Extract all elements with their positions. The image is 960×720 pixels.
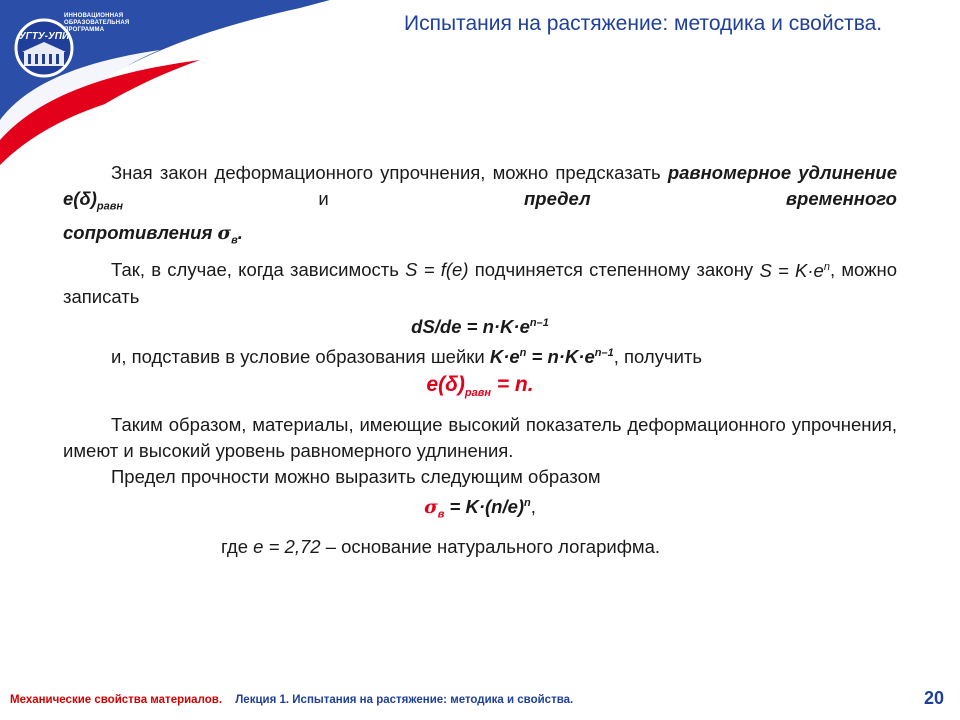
program-label-line: ИННОВАЦИОННАЯ — [64, 13, 124, 19]
footer — [10, 694, 573, 706]
program-label — [64, 13, 134, 34]
formula-3: $\sigma_в = K\cdot(n/e)^n$, — [424, 496, 536, 521]
footer-course: Механические свойства материалов. — [10, 694, 223, 706]
page-number: 20 — [923, 688, 944, 708]
formula-2: $e(\delta)_{равн} = n$. — [426, 372, 534, 400]
logo-text: УГТУ-УПИ — [18, 31, 70, 42]
paragraph-1-end: сопротивления $\sigma_в$. — [63, 221, 243, 247]
program-label-line: ОБРАЗОВАТЕЛЬНАЯ — [64, 20, 130, 26]
paragraph-5: Предел прочности можно выразить следующим образом — [111, 466, 601, 488]
program-label-line: ПРОГРАММА — [64, 27, 105, 33]
formula-1: $dS/de = n\cdot K\cdot e^{n-1}$ — [411, 315, 549, 337]
paragraph-4: Таким образом, материалы, имеющие высокий показатель деформационного упрочнения, имеют и высокий уровень равномерного удлинения. — [63, 414, 897, 462]
formula-note: где e = 2,72 – основание натурального логарифма. — [221, 535, 661, 557]
paragraph-1: Зная закон деформационного упрочнения, можно предсказать равномерное удлинение $e(\delta)_{равн}$ и предел временного — [63, 162, 897, 213]
footer-lecture: Лекция 1. Испытания на растяжение: методика и свойства. — [235, 694, 574, 706]
paragraph-3: и, подставив в условие образования шейки $K\cdot e^n = n\cdot K\cdot e^{n-1}$, получить — [111, 345, 703, 367]
slide-title: Испытания на растяжение: методика и свойства. — [404, 12, 883, 35]
slide-body — [63, 160, 897, 560]
paragraph-2: Так, в случае, когда зависимость S = f(e) подчиняется степенному закону $S = K\cdot e^n$, можно записать — [63, 259, 898, 307]
